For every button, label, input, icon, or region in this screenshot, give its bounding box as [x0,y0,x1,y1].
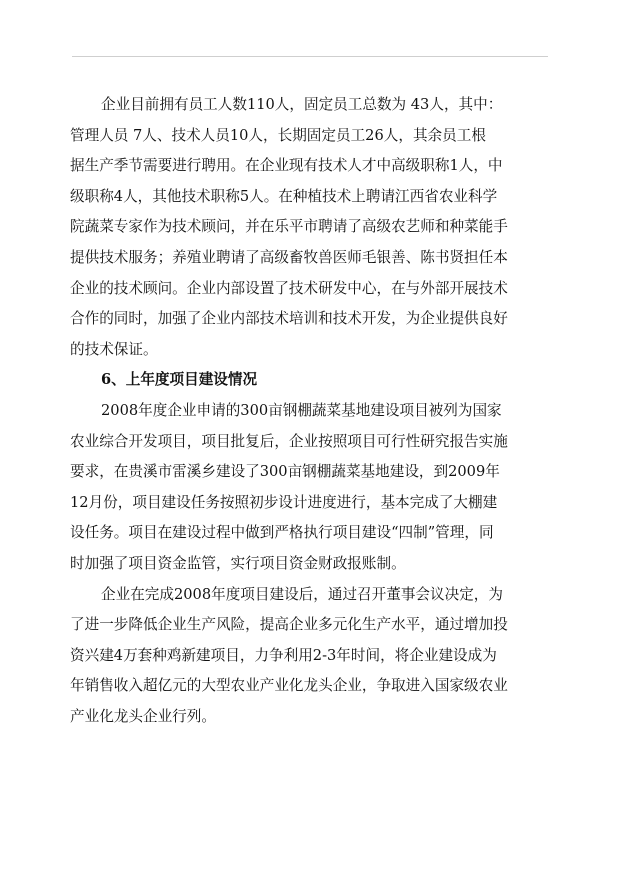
text-line: 时加强了项目资金监管，实行项目资金财政报账制。 [70,554,406,572]
text-line: 资兴建4万套种鸡新建项目，力争利用2-3年时间，将企业建设成为 [70,646,497,664]
text-line: 12月份，项目建设任务按照初步设计进度进行，基本完成了大棚建 [70,493,498,511]
text-line: 据生产季节需要进行聘用。在企业现有技术人才中高级职称1人，中 [70,157,503,175]
text-line: 2008年度企业申请的300亩钢棚蔬菜基地建设项目被列为国家 [101,401,502,419]
text-line: 提供技术服务；养殖业聘请了高级畜牧兽医师毛银善、陈书贤担任本 [70,248,508,266]
text-line: 院蔬菜专家作为技术顾问，并在乐平市聘请了高级农艺师和种菜能手 [70,218,508,236]
text-line: 合作的同时，加强了企业内部技术培训和技术开发，为企业提供良好 [70,310,508,328]
text-line: 企业在完成2008年度项目建设后，通过召开董事会议决定，为 [101,585,503,603]
text-line: 级职称4人，其他技术职称5人。在种植技术上聘请江西省农业科学 [70,187,498,205]
text-line: 年销售收入超亿元的大型农业产业化龙头企业，争取进入国家级农业 [70,677,508,695]
paragraph-project-2008 [70,396,551,580]
text-line: 了进一步降低企业生产风险，提高企业多元化生产水平，通过增加投 [70,616,508,634]
text-line: 的技术保证。 [70,340,158,358]
section-heading: 6、上年度项目建设情况 [101,371,258,389]
text-line: 农业综合开发项目，项目批复后，企业按照项目可行性研究报告实施 [70,432,508,450]
text-line: 设任务。项目在建设过程中做到严格执行项目建设“四制”管理，同 [70,524,494,542]
text-line: 要求，在贵溪市雷溪乡建设了300亩钢棚蔬菜基地建设，到2009年 [70,463,500,481]
document-body [70,90,551,732]
paragraph-staff [70,90,551,365]
text-line: 管理人员 7人、技术人员10人，长期固定员工26人，其余员工根 [70,126,486,144]
text-line: 企业目前拥有员工人数110人，固定员工总数为 43人，其中： [101,96,503,113]
paragraph-future-plan [70,580,551,733]
header-rule [72,56,548,57]
text-line: 企业的技术顾问。企业内部设置了技术研发中心，在与外部开展技术 [70,279,508,297]
text-line: 产业化龙头企业行列。 [70,707,216,725]
